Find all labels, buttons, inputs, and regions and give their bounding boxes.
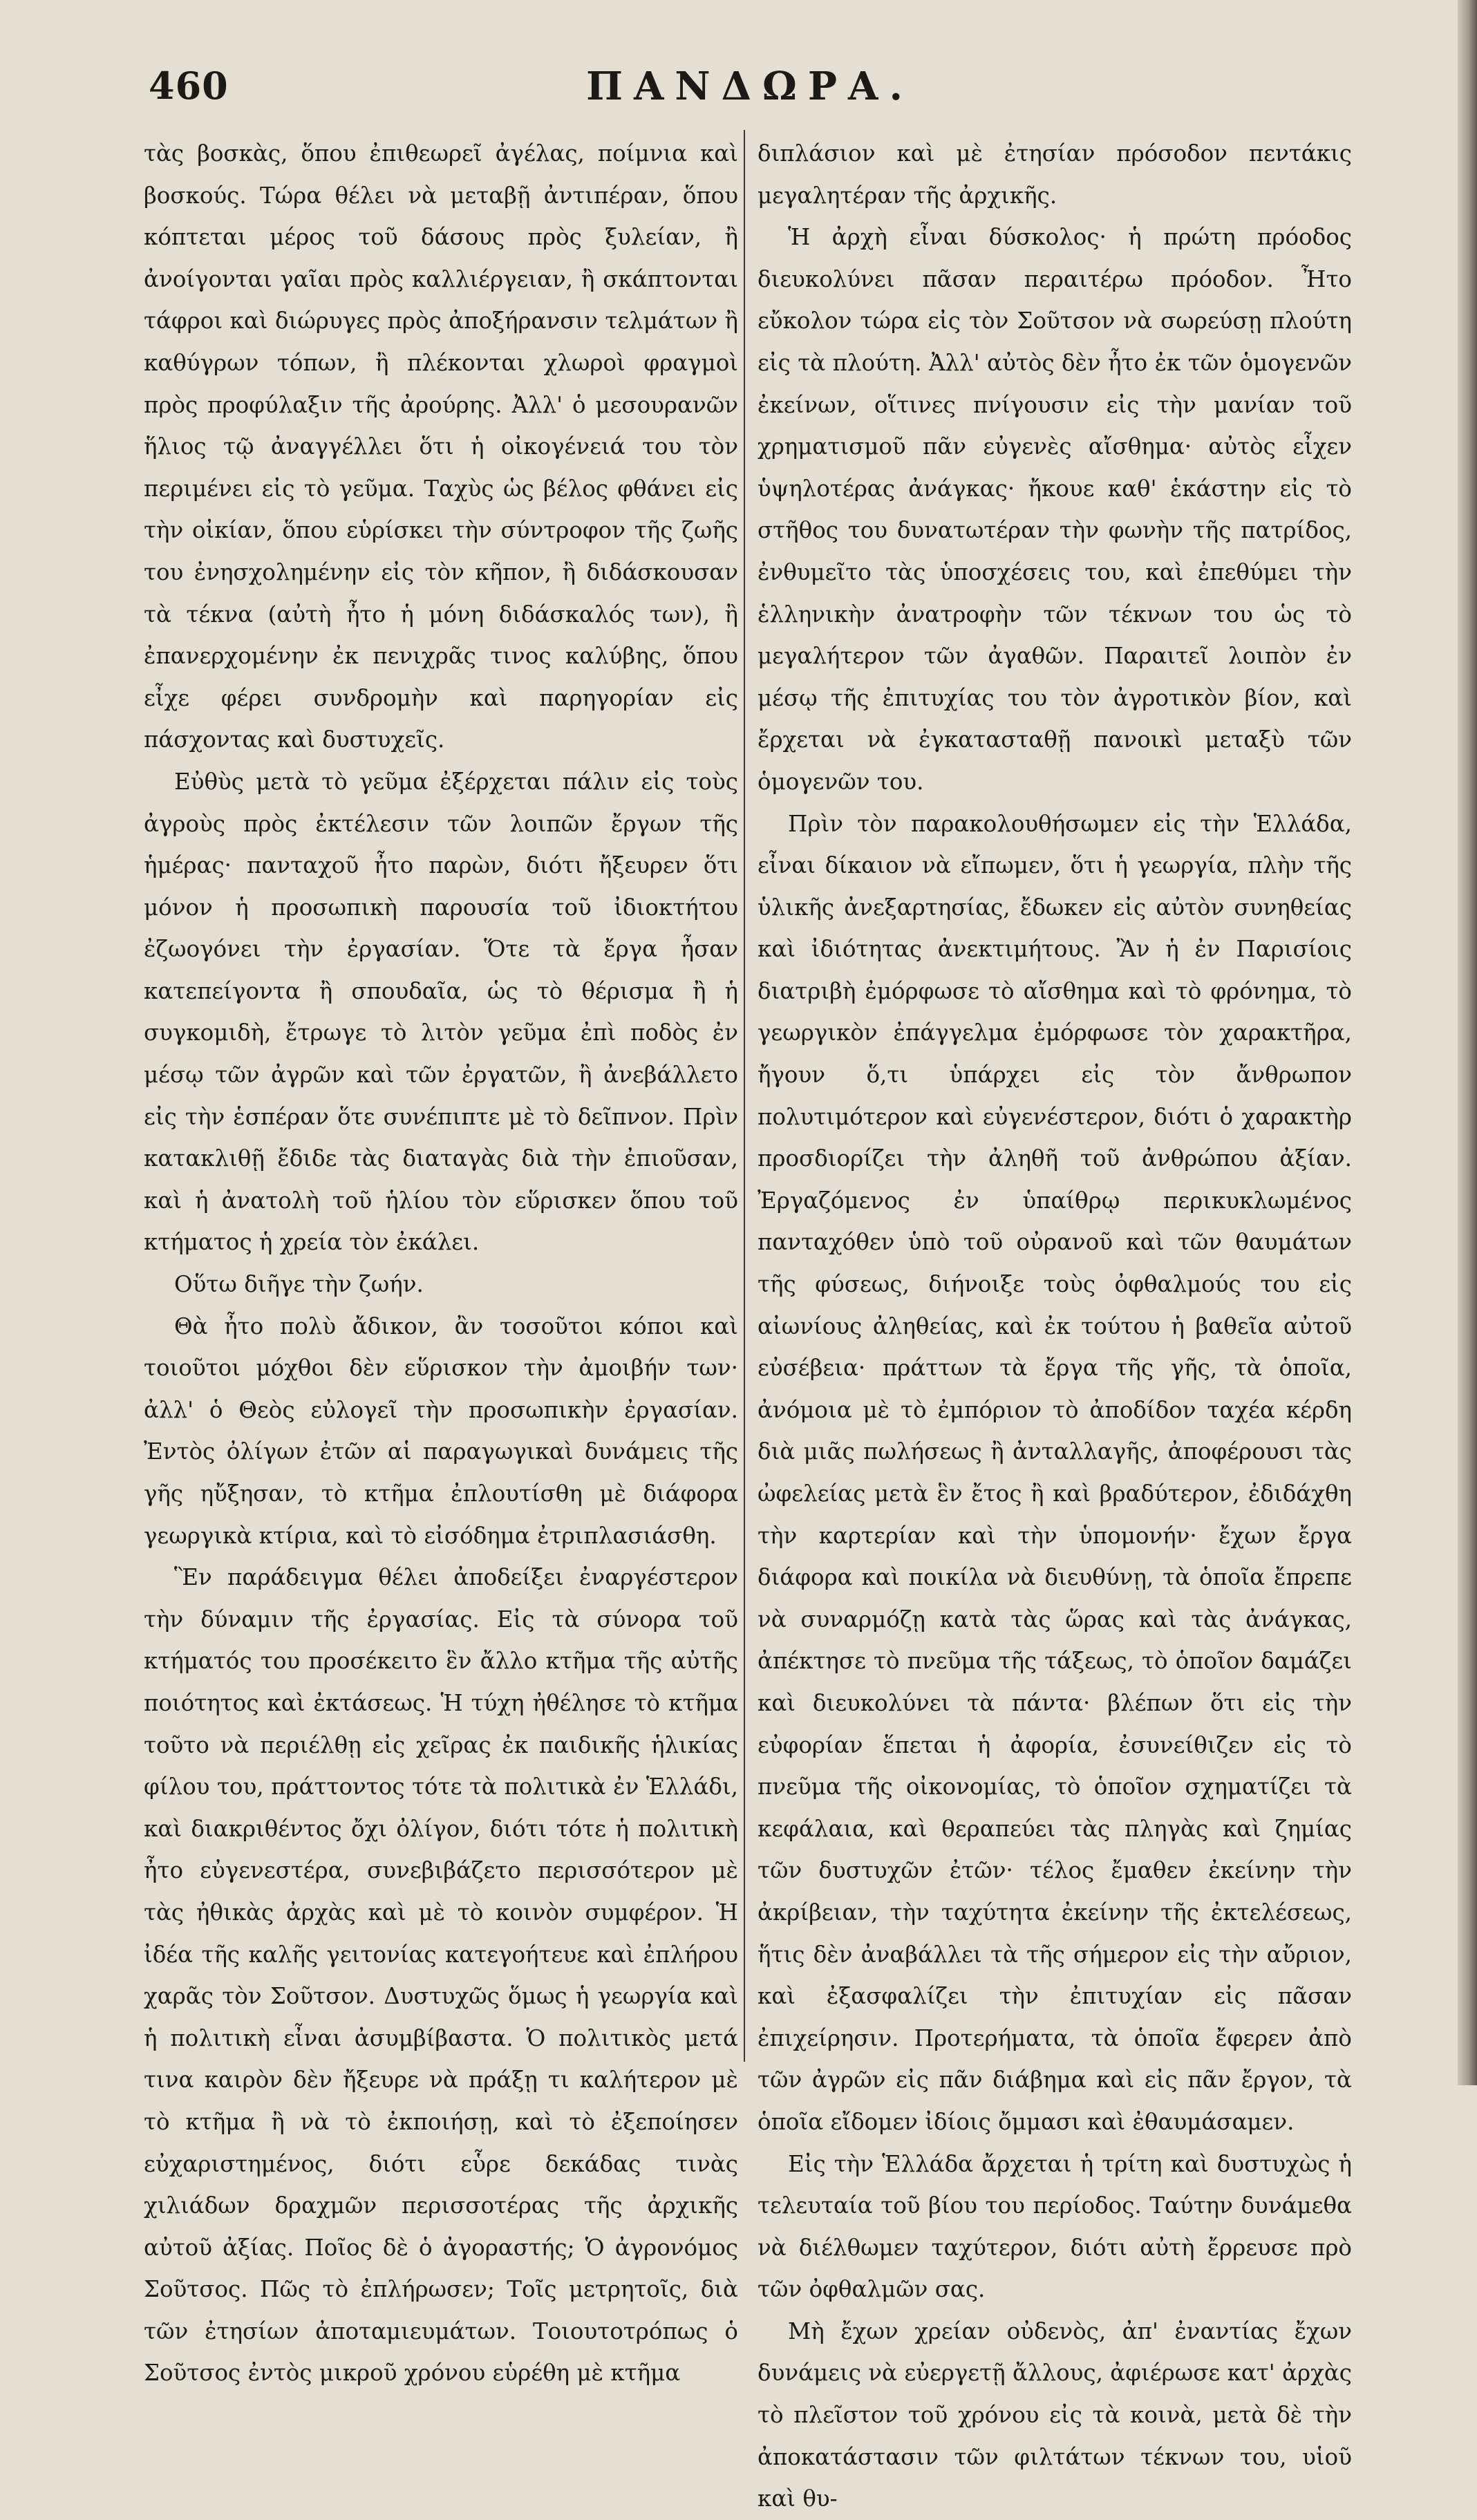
paragraph: Θὰ ἦτο πολὺ ἄδικον, ἂν τοσοῦτοι κόποι καὶ τοιοῦτοι μόχθοι δὲν εὕρισκον τὴν ἀμοιβήν των· ἀλλ' ὁ Θεὸς εὐλογεῖ τὴν προσωπικὴν ἐργασίαν. Ἐντὸς ὀλίγων ἐτῶν αἱ παραγωγικαὶ δυνάμεις τῆς γῆς ηὔξησαν, τὸ κτῆμα ἐπλουτίσθη μὲ διάφορα γεωργικὰ κτίρια, καὶ τὸ εἰσόδημα ἐτριπλασιάσθη. — [144, 1313, 738, 1549]
left-column — [144, 133, 738, 2394]
column-divider — [744, 130, 745, 2062]
paragraph: Εἰς τὴν Ἑλλάδα ἄρχεται ἡ τρίτη καὶ δυστυχὼς ἡ τελευταία τοῦ βίου του περίοδος. Ταύτην δυνάμεθα νὰ διέλθωμεν ταχύτερον, διότι αὐτὴ ἔρρευσε πρὸ τῶν ὀφθαλμῶν σας. — [758, 2150, 1352, 2303]
paragraph: τὰς βοσκὰς, ὅπου ἐπιθεωρεῖ ἀγέλας, ποίμνια καὶ βοσκούς. Τώρα θέλει νὰ μεταβῇ ἀντιπέραν, ὅπου κόπτεται μέρος τοῦ δάσους πρὸς ξυλείαν, ἢ ἀνοίγονται γαῖαι πρὸς καλλιέργειαν, ἢ σκάπτονται τάφροι καὶ διώρυγες πρὸς ἀποξήρανσιν τελμάτων ἢ καθύγρων τόπων, ἢ πλέκονται χλωροὶ φραγμοὶ πρὸς προφύλαξιν τῆς ἀρούρης. Ἀλλ' ὁ μεσουρανῶν ἥλιος τῷ ἀναγγέλλει ὅτι ἡ οἰκογένειά του τὸν περιμένει εἰς τὸ γεῦμα. Ταχὺς ὡς βέλος φθάνει εἰς τὴν οἰκίαν, ὅπου εὑρίσκει τὴν σύντροφον τῆς ζωῆς του ἐνησχολημένην εἰς τὸν κῆπον, ἢ διδάσκουσαν τὰ τέκνα (αὐτὴ ἦτο ἡ μόνη διδάσκαλός των), ἢ ἐπανερχομένην ἐκ πενιχρᾶς τινος καλύβης, ὅπου εἶχε φέρει συνδρομὴν καὶ παρηγορίαν εἰς πάσχοντας καὶ δυστυχεῖς. — [144, 140, 738, 753]
journal-title: ΠΑΝΔΩΡΑ. — [586, 64, 914, 109]
right-column — [758, 133, 1352, 2520]
paragraph: Πρὶν τὸν παρακολουθήσωμεν εἰς τὴν Ἑλλάδα, εἶναι δίκαιον νὰ εἴπωμεν, ὅτι ἡ γεωργία, πλὴν τῆς ὑλικῆς ἀνεξαρτησίας, ἔδωκεν εἰς αὐτὸν συνηθείας καὶ ἰδιότητας ἀνεκτιμήτους. Ἂν ἡ ἐν Παρισίοις διατριβὴ ἐμόρφωσε τὸ αἴσθημα καὶ τὸ φρόνημα, τὸ γεωργικὸν ἐπάγγελμα ἐμόρφωσε τὸν χαρακτῆρα, ἤγουν ὅ,τι ὑπάρχει εἰς τὸν ἄνθρωπον πολυτιμότερον καὶ εὐγενέστερον, διότι ὁ χαρακτὴρ προσδιορίζει τὴν ἀληθῆ τοῦ ἀνθρώπου ἀξίαν. Ἐργαζόμενος ἐν ὑπαίθρῳ περικυκλωμένος πανταχόθεν ὑπὸ τοῦ οὐρανοῦ καὶ τῶν θαυμάτων τῆς φύσεως, διήνοιξε τοὺς ὀφθαλμούς του εἰς αἰωνίους ἀληθείας, καὶ ἐκ τούτου ἡ βαθεῖα αὐτοῦ εὐσέβεια· πράττων τὰ ἔργα τῆς γῆς, τὰ ὁποῖα, ἀνόμοια μὲ τὸ ἐμπόριον τὸ ἀποδίδον ταχέα κέρδη διὰ μιᾶς πωλήσεως ἢ ἀνταλλαγῆς, ἀποφέρουσι τὰς ὠφελείας μετὰ ἓν ἔτος ἢ καὶ βραδύτερον, ἐδιδάχθη τὴν καρτερίαν καὶ τὴν ὑπομονήν· ἔχων ἔργα διάφορα καὶ ποικίλα νὰ διευθύνῃ, τὰ ὁποῖα ἔπρεπε νὰ συναρμόζῃ κατὰ τὰς ὥρας καὶ τὰς ἀνάγκας, ἀπέκτησε τὸ πνεῦμα τῆς τάξεως, τὸ ὁποῖον δαμάζει καὶ διευκολύνει τὰ πάντα· βλέπων ὅτι εἰς τὴν εὐφορίαν ἕπεται ἡ ἀφορία, ἐσυνείθιζεν εἰς τὸ πνεῦμα τῆς οἰκονομίας, τὸ ὁποῖον σχηματίζει τὰ κεφάλαια, καὶ θεραπεύει τὰς πληγὰς καὶ ζημίας τῶν δυστυχῶν ἐτῶν· τέλος ἔμαθεν ἐκείνην τὴν ἀκρίβειαν, τὴν ταχύτητα ἐκείνην τῆς ἐκτελέσεως, ἥτις δὲν ἀναβάλλει τὰ τῆς σήμερον εἰς τὴν αὔριον, καὶ ἐξασφαλίζει τὴν ἐπιτυχίαν εἰς πᾶσαν ἐπιχείρησιν. Προτερήματα, τὰ ὁποῖα ἔφερεν ἀπὸ τῶν ἀγρῶν εἰς πᾶν διάβημα καὶ εἰς πᾶν ἔργον, τὰ ὁποῖα εἴδομεν ἰδίοις ὄμμασι καὶ ἐθαυμάσαμεν. — [758, 810, 1352, 2135]
page-number: 460 — [149, 64, 229, 108]
paragraph: διπλάσιον καὶ μὲ ἐτησίαν πρόσοδον πεντάκις μεγαλητέραν τῆς ἀρχικῆς. — [758, 140, 1352, 209]
paragraph: Εὐθὺς μετὰ τὸ γεῦμα ἐξέρχεται πάλιν εἰς τοὺς ἀγροὺς πρὸς ἐκτέλεσιν τῶν λοιπῶν ἔργων τῆς ἡμέρας· πανταχοῦ ἦτο παρὼν, διότι ἤξευρεν ὅτι μόνον ἡ προσωπικὴ παρουσία τοῦ ἰδιοκτήτου ἐζωογόνει τὴν ἐργασίαν. Ὅτε τὰ ἔργα ἦσαν κατεπείγοντα ἢ σπουδαῖα, ὡς τὸ θέρισμα ἢ ἡ συγκομιδὴ, ἔτρωγε τὸ λιτὸν γεῦμα ἐπὶ ποδὸς ἐν μέσῳ τῶν ἀγρῶν καὶ τῶν ἐργατῶν, ἢ ἀνεβάλλετο εἰς τὴν ἑσπέραν ὅτε συνέπιπτε μὲ τὸ δεῖπνον. Πρὶν κατακλιθῇ ἔδιδε τὰς διαταγὰς διὰ τὴν ἐπιοῦσαν, καὶ ἡ ἀνατολὴ τοῦ ἡλίου τὸν εὕρισκεν ὅπου τοῦ κτήματος ἡ χρεία τὸν ἐκάλει. — [144, 768, 738, 1256]
page-header — [149, 64, 1351, 126]
book-spine-shadow — [1458, 0, 1477, 2085]
paragraph: Ἓν παράδειγμα θέλει ἀποδείξει ἐναργέστερον τὴν δύναμιν τῆς ἐργασίας. Εἰς τὰ σύνορα τοῦ κτήματός του προσέκειτο ἓν ἄλλο κτῆμα τῆς αὐτῆς ποιότητος καὶ ἐκτάσεως. Ἡ τύχη ἠθέλησε τὸ κτῆμα τοῦτο νὰ περιέλθῃ εἰς χεῖρας ἐκ παιδικῆς ἡλικίας φίλου του, πράττοντος τότε τὰ πολιτικὰ ἐν Ἑλλάδι, καὶ διακριθέντος ὄχι ὀλίγον, διότι τότε ἡ πολιτικὴ ἦτο εὐγενεστέρα, συνεβιβάζετο περισσότερον μὲ τὰς ἠθικὰς ἀρχὰς καὶ μὲ τὸ κοινὸν συμφέρον. Ἡ ἰδέα τῆς καλῆς γειτονίας κατεγοήτευε καὶ ἐπλήρου χαρᾶς τὸν Σοῦτσον. Δυστυχῶς ὅμως ἡ γεωργία καὶ ἡ πολιτικὴ εἶναι ἀσυμβίβαστα. Ὁ πολιτικὸς μετά τινα καιρὸν δὲν ἤξευρε νὰ πράξῃ τι καλήτερον μὲ τὸ κτῆμα ἢ νὰ τὸ ἐκποιήσῃ, καὶ τὸ ἐξεποίησεν εὐχαριστημένος, διότι εὗρε δεκάδας τινὰς χιλιάδων δραχμῶν περισσοτέρας τῆς ἀρχικῆς αὐτοῦ ἀξίας. Ποῖος δὲ ὁ ἀγοραστής; Ὁ ἀγρονόμος Σοῦτσος. Πῶς τὸ ἐπλήρωσεν; Τοῖς μετρητοῖς, διὰ τῶν ἐτησίων ἀποταμιευμάτων. Τοιουτοτρόπως ὁ Σοῦτσος ἐντὸς μικροῦ χρόνου εὑρέθη μὲ κτῆμα — [144, 1564, 738, 2387]
paragraph: Μὴ ἔχων χρείαν οὐδενὸς, ἀπ' ἐναντίας ἔχων δυνάμεις νὰ εὐεργετῇ ἄλλους, ἀφιέρωσε κατ' ἀρχὰς τὸ πλεῖστον τοῦ χρόνου εἰς τὰ κοινὰ, μετὰ δὲ τὴν ἀποκατάστασιν τῶν φιλτάτων τέκνων του, υἱοῦ καὶ θυ- — [758, 2317, 1352, 2512]
paragraph: Οὕτω διῆγε τὴν ζωήν. — [174, 1271, 424, 1298]
paragraph: Ἡ ἀρχὴ εἶναι δύσκολος· ἡ πρώτη πρόοδος διευκολύνει πᾶσαν περαιτέρω πρόοδον. Ἦτο εὔκολον τώρα εἰς τὸν Σοῦτσον νὰ σωρεύσῃ πλούτη εἰς τὰ πλούτη. Ἀλλ' αὐτὸς δὲν ἦτο ἐκ τῶν ὁμογενῶν ἐκείνων, οἵτινες πνίγουσιν εἰς τὴν μανίαν τοῦ χρηματισμοῦ πᾶν εὐγενὲς αἴσθημα· αὐτὸς εἶχεν ὑψηλοτέρας ἀνάγκας· ἤκουε καθ' ἑκάστην εἰς τὸ στῆθος του δυνατωτέραν τὴν φωνὴν τῆς πατρίδος, ἐνθυμεῖτο τὰς ὑποσχέσεις του, καὶ ἐπεθύμει τὴν ἑλληνικὴν ἀνατροφὴν τῶν τέκνων του ὡς τὸ μεγαλήτερον τῶν ἀγαθῶν. Παραιτεῖ λοιπὸν ἐν μέσῳ τῆς ἐπιτυχίας του τὸν ἀγροτικὸν βίον, καὶ ἔρχεται νὰ ἐγκατασταθῇ πανοικὶ μεταξὺ τῶν ὁμογενῶν του. — [758, 224, 1352, 795]
